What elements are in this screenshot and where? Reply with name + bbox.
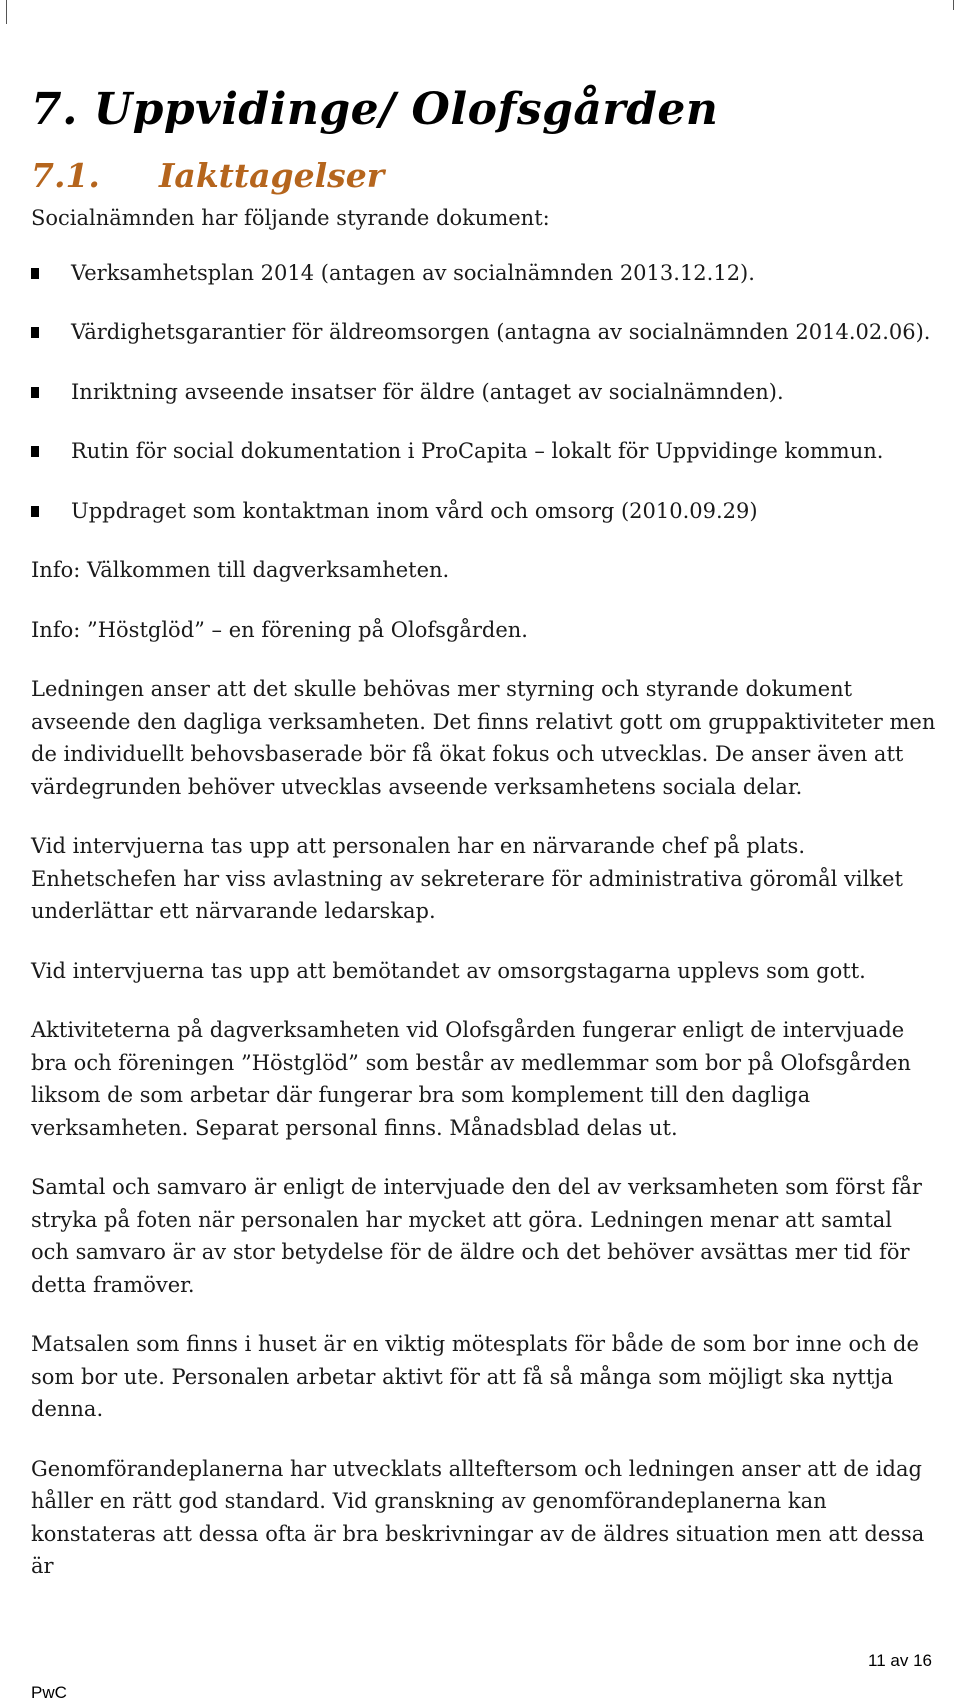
section-title: Iakttagelser bbox=[159, 156, 385, 195]
list-item-text: Inriktning avseende insatser för äldre (antaget av socialnämnden). bbox=[71, 379, 784, 404]
square-bullet-icon bbox=[31, 387, 39, 398]
list-item bbox=[31, 257, 936, 290]
body-paragraph: Matsalen som finns i huset är en viktig mötesplats för både de som bor inne och de som bor ute. Personalen arbetar aktivt för att få så många som möjligt ska nyttja denna. bbox=[31, 1332, 919, 1421]
list-item bbox=[31, 376, 936, 409]
list-item-text: Verksamhetsplan 2014 (antagen av socialnämnden 2013.12.12). bbox=[71, 260, 755, 285]
body-paragraph: Ledningen anser att det skulle behövas mer styrning och styrande dokument avseende den dagliga verksamheten. Det finns relativt gott om gruppaktiviteter men de individuellt behovsbaserade bör få ökat fokus och utvecklas. De anser även att värdegrunden behöver utvecklas avseende verksamhetens sociala delar. bbox=[31, 677, 936, 799]
crop-mark-right bbox=[953, 0, 954, 10]
list-item-text: Uppdraget som kontaktman inom vård och omsorg (2010.09.29) bbox=[71, 498, 758, 523]
body-paragraph: Aktiviteterna på dagverksamheten vid Olofsgården fungerar enligt de intervjuade bra och föreningen ”Höstglöd” som består av medlemmar som bor på Olofsgården liksom de som arbetar där fungerar bra som komplement till den dagliga verksamheten. Separat personal finns. Månadsblad delas ut. bbox=[31, 1018, 911, 1140]
list-item bbox=[31, 316, 936, 349]
info-line: Info: Välkommen till dagverksamheten. bbox=[31, 558, 450, 582]
intro-text: Socialnämnden har följande styrande dokument: bbox=[31, 206, 550, 230]
square-bullet-icon bbox=[31, 506, 39, 517]
page-number: 11 av 16 bbox=[868, 1651, 932, 1670]
chapter-title: 7. Uppvidinge/ Olofsgården bbox=[31, 84, 719, 135]
document-list bbox=[31, 257, 936, 528]
page-content bbox=[31, 70, 936, 1583]
list-item-text: Rutin för social dokumentation i ProCapita – lokalt för Uppvidinge kommun. bbox=[71, 439, 884, 463]
square-bullet-icon bbox=[31, 268, 39, 279]
square-bullet-icon bbox=[31, 327, 39, 338]
list-item bbox=[31, 495, 936, 528]
body-paragraph: Vid intervjuerna tas upp att personalen har en närvarande chef på plats. Enhetschefen har viss avlastning av sekreterare för administrativa göromål vilket underlättar ett närvarande ledarskap. bbox=[31, 834, 903, 923]
body-paragraph: Vid intervjuerna tas upp att bemötandet av omsorgstagarna upplevs som gott. bbox=[31, 958, 866, 983]
body-paragraph: Genomförandeplanerna har utvecklats allteftersom och ledningen anser att de idag håller en rätt god standard. Vid granskning av genomförandeplanerna kan konstateras att dessa ofta är bra beskrivningar av de äldres situation men att dessa är bbox=[31, 1456, 925, 1578]
footer-brand: PwC bbox=[31, 1683, 67, 1702]
list-item bbox=[31, 435, 936, 468]
body-paragraph: Samtal och samvaro är enligt de intervjuade den del av verksamheten som först får stryka på foten när personalen har mycket att göra. Ledningen menar att samtal och samvaro är av stor betydelse för de äldre och det behöver avsättas mer tid för detta framöver. bbox=[31, 1175, 922, 1297]
list-item-text: Värdighetsgarantier för äldreomsorgen (antagna av socialnämnden 2014.02.06). bbox=[71, 320, 931, 344]
crop-mark-left bbox=[6, 0, 7, 24]
info-line: Info: ”Höstglöd” – en förening på Olofsgården. bbox=[31, 617, 528, 642]
square-bullet-icon bbox=[31, 446, 39, 457]
section-number: 7.1. bbox=[31, 156, 100, 195]
section-heading bbox=[31, 150, 936, 202]
